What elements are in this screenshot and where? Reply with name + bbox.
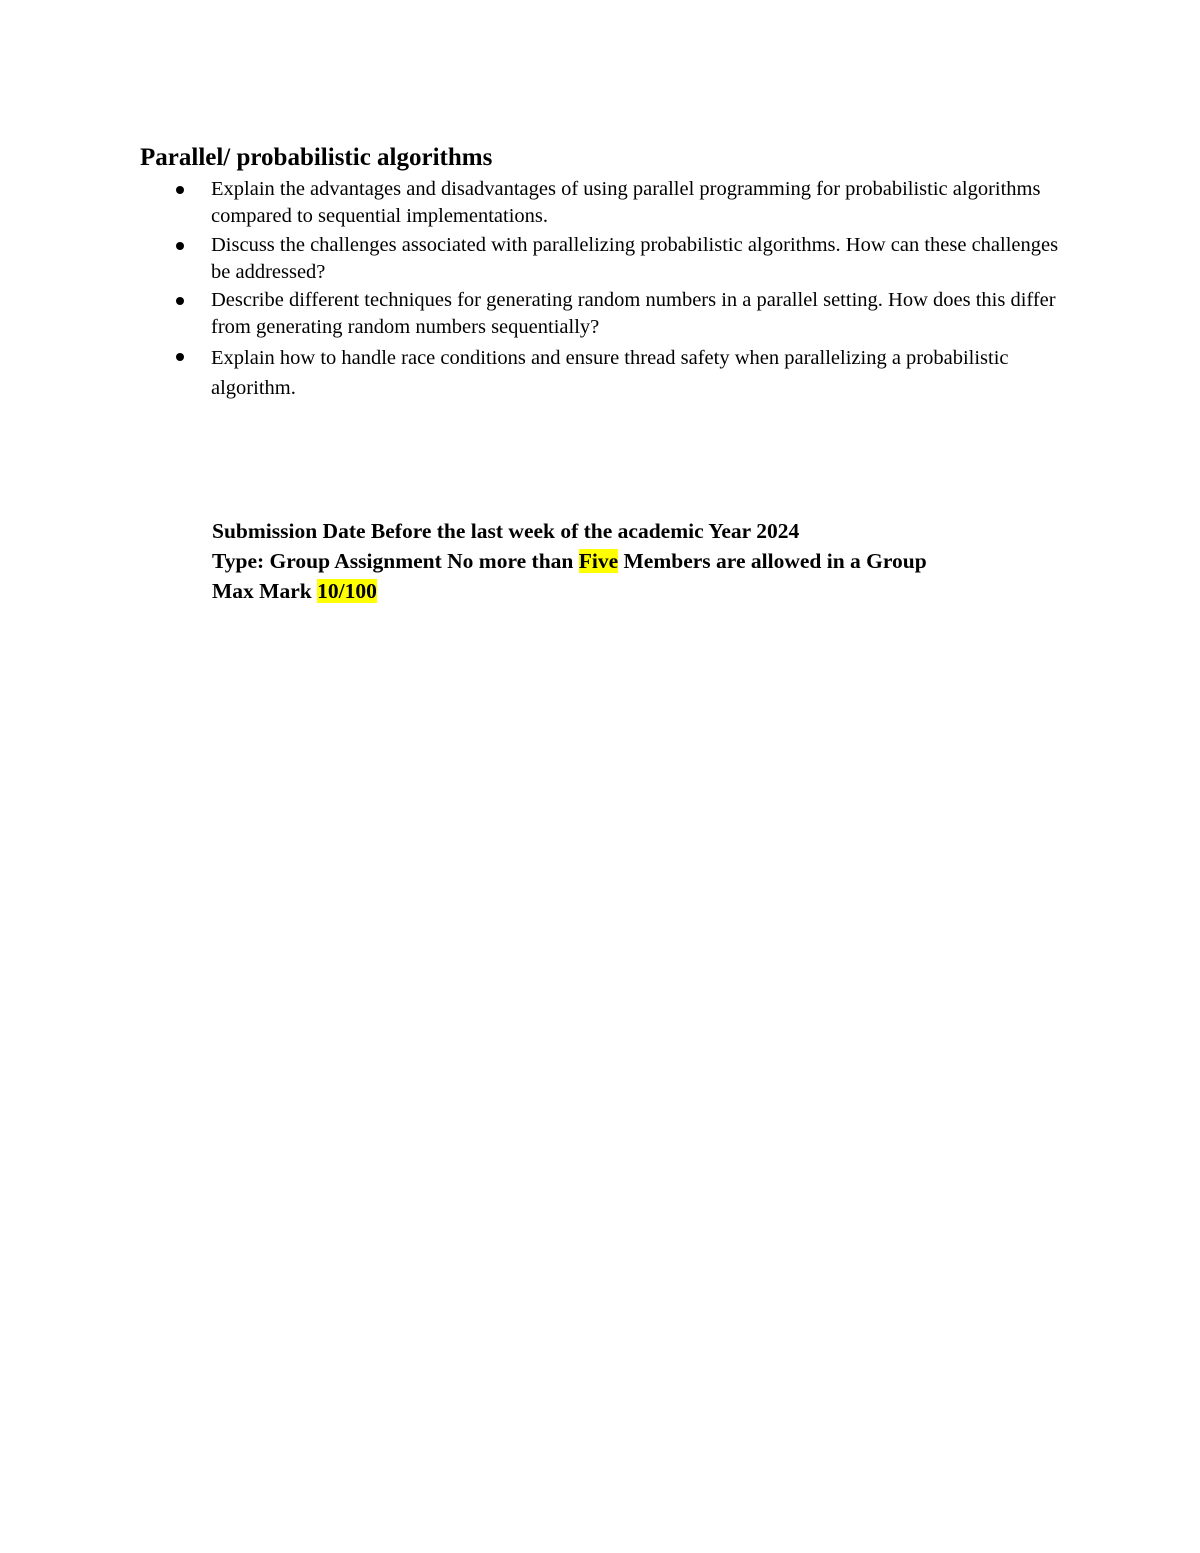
list-item (140, 232, 1070, 286)
submission-info (212, 516, 1112, 606)
list-item (140, 176, 1070, 230)
max-mark-highlight: 10/100 (317, 579, 377, 603)
max-mark-label: Max Mark (212, 579, 318, 603)
member-count-highlight: Five (578, 549, 619, 573)
assignment-type-suffix: Members are allowed in a Group (618, 549, 927, 573)
bullet-icon (176, 242, 184, 250)
submission-date: Submission Date Before the last week of the academic Year 2024 (212, 519, 800, 543)
list-item-text: Explain how to handle race conditions and ensure thread safety when parallelizing a probabilistic algorithm. (211, 346, 1009, 399)
list-item-text: Discuss the challenges associated with parallelizing probabilistic algorithms. How can these challenges be addressed? (211, 233, 1059, 283)
max-mark (212, 576, 1112, 606)
bullet-icon (176, 297, 184, 305)
assignment-type-prefix: Type: Group Assignment No more than (212, 549, 579, 573)
question-list (140, 176, 1070, 404)
list-item-text: Explain the advantages and disadvantages of using parallel programming for probabilistic algorithms compared to sequential implementations. (211, 178, 1041, 227)
list-item (140, 287, 1070, 341)
section-heading: Parallel/ probabilistic algorithms (140, 144, 493, 171)
list-item-text: Describe different techniques for generating random numbers in a parallel setting. How does this differ from generating random numbers sequentially? (211, 289, 1056, 338)
bullet-icon (176, 353, 184, 361)
assignment-type (212, 546, 1112, 576)
list-item (140, 343, 1070, 403)
bullet-icon (176, 186, 184, 194)
